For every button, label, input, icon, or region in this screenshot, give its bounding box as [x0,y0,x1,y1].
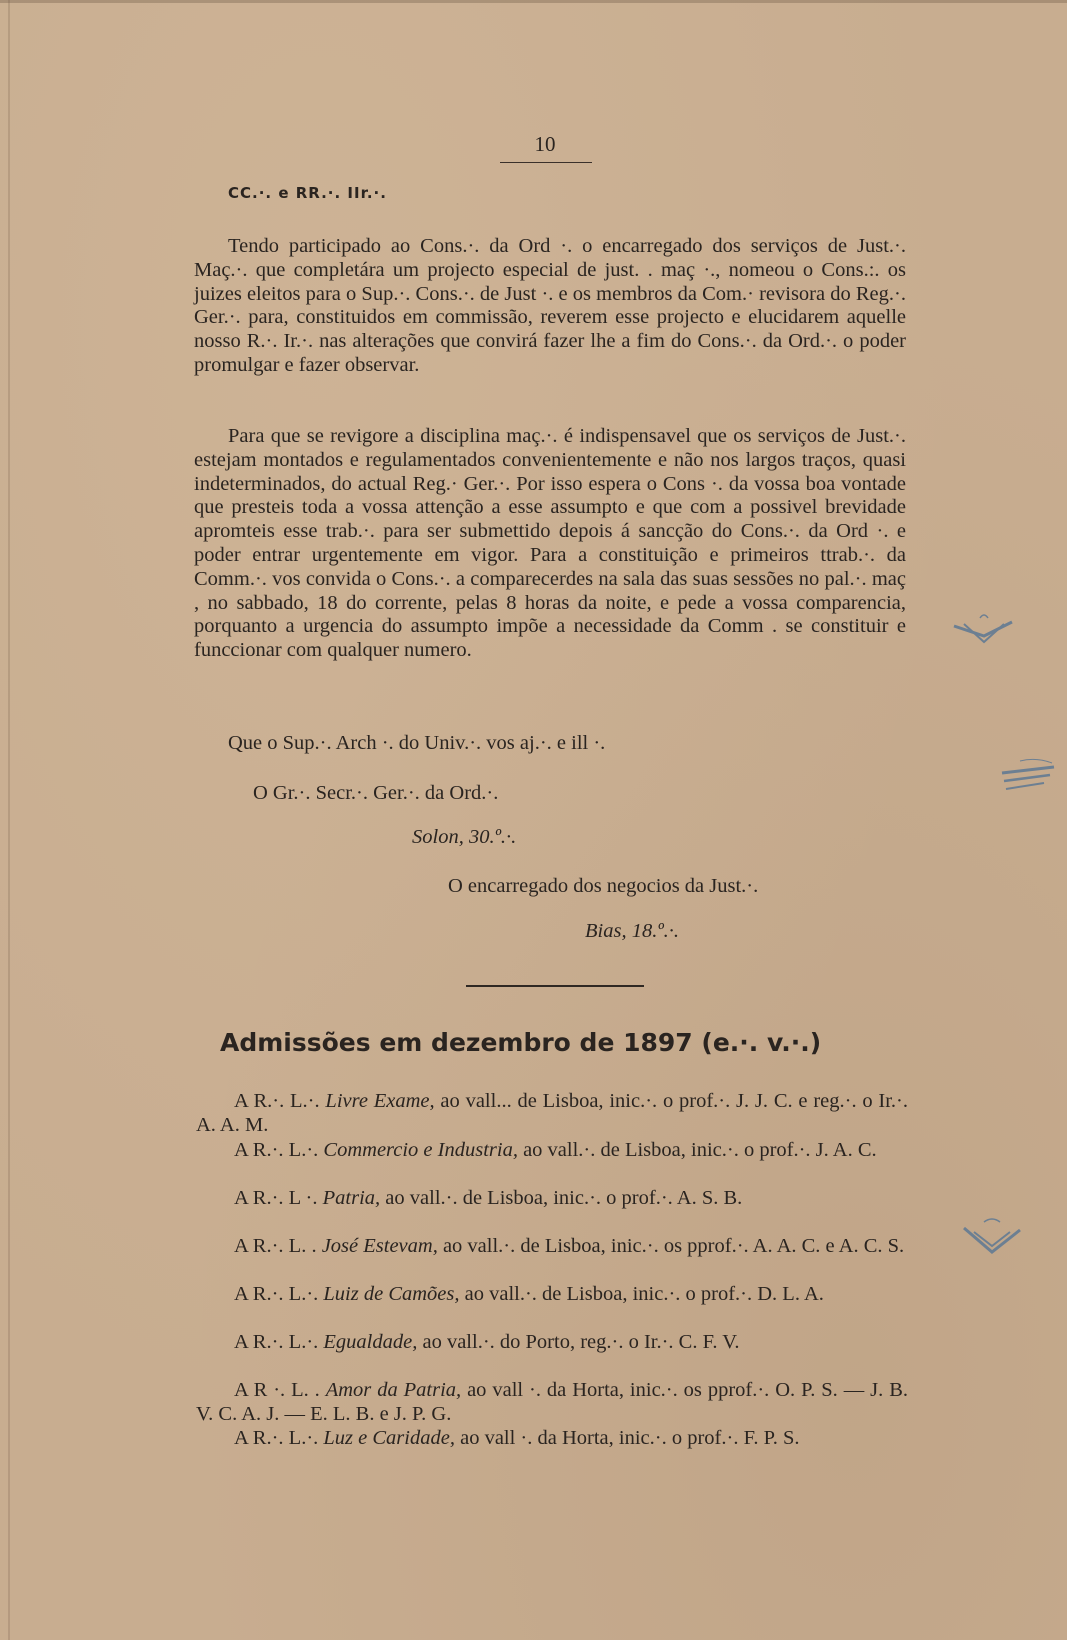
entry-details: ao vall.·. de Lisboa, inic.·. o prof.·. D. L. A. [459,1283,824,1305]
page-number: 10 [534,132,556,156]
closing-formula: Que o Sup.·. Arch ·. do Univ.·. vos aj.·. e ill ·. [228,732,606,754]
secretary-signature: Solon, 30.º.·. [412,826,517,848]
entry-prefix: A R.·. L.·. [234,1283,324,1305]
lodge-name: José Estevam, [321,1235,438,1257]
entry-details: ao vall ·. da Horta, inic.·. o prof.·. F. P. S. [454,1427,800,1449]
admission-entry [196,1331,908,1355]
paragraph-2: Para que se revigore a disciplina maç.·. é indispensavel que os serviços de Just.·. estejam montados e regulamentados convenientemente e não nos largos traços, quasi indeterminados, do actual Reg.· Ger.·. Por isso espera o Cons ·. da vossa boa vontade que presteis toda a vossa attenção a esse assumpto e que com a possivel brevidade apromteis esse trab.·. para ser submettido depois á sancção do Cons.·. da Ord ·. e poder entrar urgentemente em vigor. Para a constituição e primeiros ttrab.·. da Comm.·. vos convida o Cons.·. a comparecerdes na sala das suas sessões no pal.·. maç , no sabbado, 18 do corrente, pelas 8 horas da noite, e pede a vossa comparencia, porquanto a urgencia do assumpto impõe a necessidade da Comm . se constituir e funccionar com qualquer numero. [194,425,906,662]
top-edge-line [0,0,1067,3]
lodge-name: Commercio e Industria, [323,1139,518,1161]
entry-details: ao vall ·. da Horta, inic.·. os pprof.·. O. P. S. — J. B. V. C. A. J. — E. L. B. e J. P. G. [196,1379,908,1425]
admission-entry [196,1090,908,1137]
section-heading: Admissões em dezembro de 1897 (e.·. v.·.) [220,1028,822,1057]
admission-entry [196,1139,908,1163]
lodge-name: Egualdade, [323,1331,418,1353]
admission-entry [196,1379,908,1426]
page-edge [8,0,10,1640]
margin-ornament-icon [950,612,1020,652]
admission-entry [196,1283,908,1307]
entry-prefix: A R.·. L.·. [234,1427,324,1449]
lodge-name: Patria, [322,1187,381,1209]
margin-ornament-icon [960,1218,1024,1264]
lodge-name: Luz e Caridade, [323,1427,455,1449]
secretary-title: O Gr.·. Secr.·. Ger.·. da Ord.·. [253,782,499,804]
entry-prefix: A R.·. L.·. [234,1090,326,1112]
lodge-name: Luiz de Camões, [323,1283,460,1305]
admission-entry [196,1427,908,1451]
entry-details: ao vall.·. de Lisboa, inic.·. os pprof.·. A. A. C. e A. C. S. [437,1235,905,1257]
salutation: CC.·. e RR.·. IIr.·. [228,184,387,202]
entry-details: ao vall.·. de Lisboa, inic.·. o prof.·. A. S. B. [380,1187,743,1209]
entry-prefix: A R.·. L.·. [234,1139,324,1161]
admission-entry [196,1187,908,1211]
entry-details: ao vall... de Lisboa, inic.·. o prof.·. J. J. C. e reg.·. o Ir.·. A. A. M. [196,1090,909,1136]
section-divider [466,985,644,987]
margin-ornament-icon [1000,757,1060,803]
lodge-name: Amor da Patria, [325,1379,462,1401]
entry-prefix: A R.·. L.·. [234,1331,324,1353]
entry-prefix: A R.·. L ·. [234,1187,323,1209]
entry-prefix: A R ·. L. . [234,1379,326,1401]
entry-prefix: A R.·. L. . [234,1235,322,1257]
page-number-rule [500,162,592,163]
lodge-name: Livre Exame, [325,1090,435,1112]
entry-details: ao vall.·. do Porto, reg.·. o Ir.·. C. F. V. [417,1331,740,1353]
paragraph-1: Tendo participado ao Cons.·. da Ord ·. o encarregado dos serviços de Just.·. Maç.·. que completára um projecto especial de just. . maç ·., nomeou o Cons.:. os juizes eleitos para o Sup.·. Cons.·. de Just ·. e os membros da Com.· revisora do Reg.·. Ger.·. para, constituidos em commissão, reverem esse projecto e elucidarem aquelle nosso R.·. Ir.·. nas alterações que convirá fazer lhe a fim do Cons.·. da Ord.·. o poder promulgar e fazer observar. [194,235,906,376]
entry-details: ao vall.·. de Lisboa, inic.·. o prof.·. J. A. C. [517,1139,877,1161]
justice-title: O encarregado dos negocios da Just.·. [448,875,759,897]
admission-entry [196,1235,908,1259]
justice-signature: Bias, 18.º.·. [585,920,680,942]
